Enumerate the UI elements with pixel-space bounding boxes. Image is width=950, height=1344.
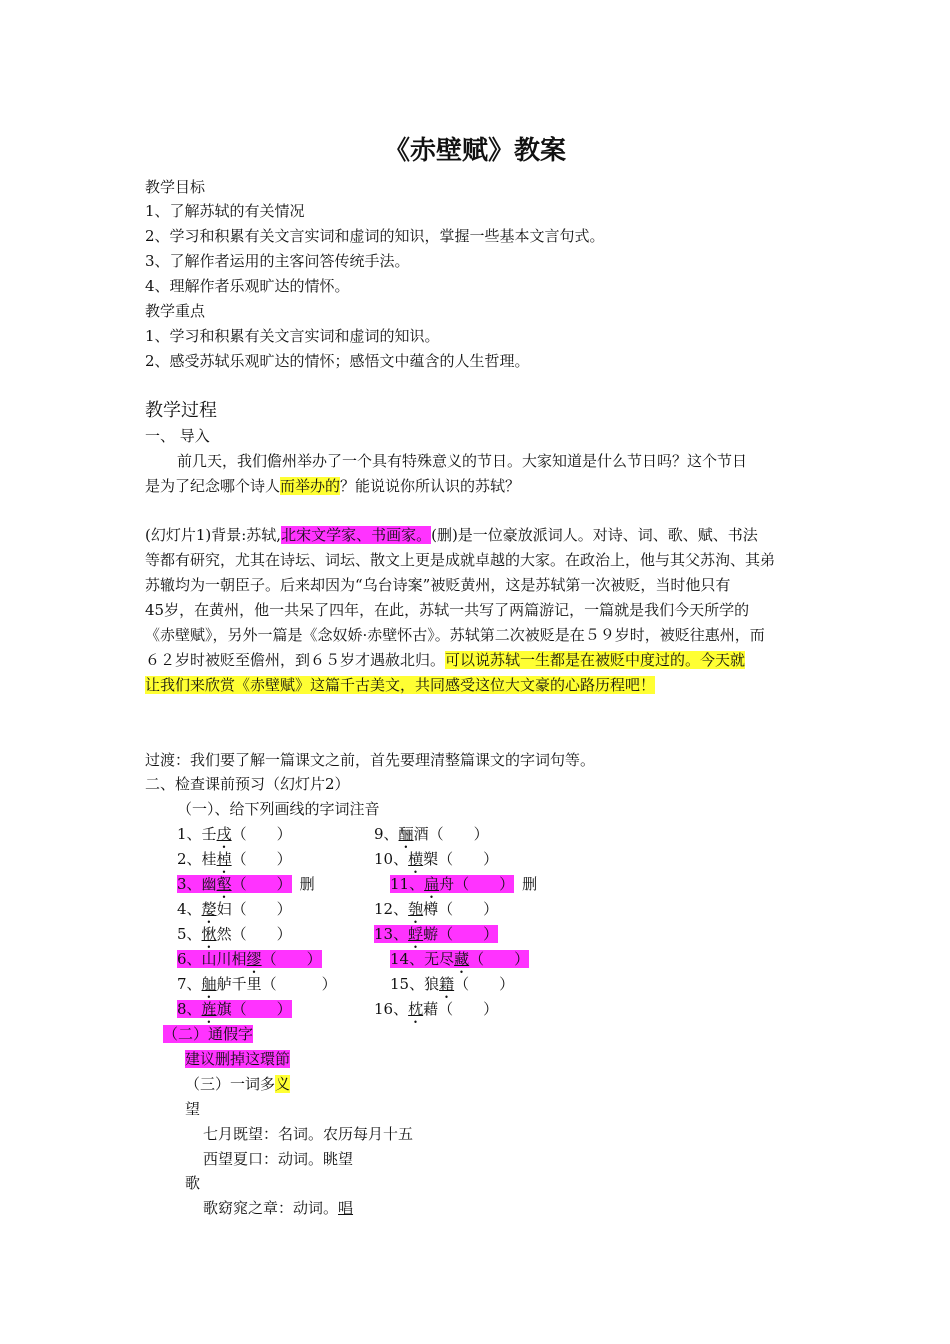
background-text: ６２岁时被贬至儋州，到６５岁才遇赦北归。 <box>145 651 446 669</box>
vocab-text: 8、 <box>177 1000 202 1018</box>
vocab-delete-note: 删 <box>299 875 315 893</box>
vocab-text: 5、 <box>177 925 202 943</box>
vocab-text: 桂 <box>201 850 217 868</box>
vocab-text: 10、 <box>374 850 409 868</box>
vocab-target-char: 戌 <box>216 825 232 843</box>
tongjiazi-heading <box>163 1024 253 1044</box>
vocab-item-body <box>390 975 514 993</box>
goals-heading: 教学目标 <box>145 178 206 196</box>
vocab-item <box>374 849 506 877</box>
vocab-text: 14、 <box>390 950 425 968</box>
vocab-text: （ ） <box>438 925 499 943</box>
background-line-1 <box>145 525 758 545</box>
vocab-item <box>390 874 537 902</box>
vocab-item <box>374 824 497 852</box>
vocab-item <box>177 824 300 852</box>
vocab-item <box>374 899 506 927</box>
intro-text: 是为了纪念哪个诗人 <box>145 477 281 495</box>
polysemy-word-1: 望 <box>185 1100 201 1118</box>
vocab-item-highlight <box>390 950 529 968</box>
vocab-text: 壬 <box>201 825 217 843</box>
vocab-target-char: 枕 <box>408 1000 424 1018</box>
vocab-text: （ ） <box>231 900 292 918</box>
vocab-item-highlight <box>177 950 322 968</box>
polysemy-definition-underlined: 唱 <box>338 1199 354 1217</box>
vocab-item <box>177 924 300 952</box>
vocab-item <box>177 874 315 902</box>
vocab-text: 13、 <box>374 925 409 943</box>
vocab-text: （ ） <box>438 900 499 918</box>
goal-item-3: 3、了解作者运用的主客问答传统手法。 <box>145 252 410 270</box>
preview-heading: 二、检查课前预习（幻灯片2） <box>145 775 350 793</box>
vocab-target-char: 壑 <box>216 875 232 893</box>
vocab-text: 16、 <box>374 1000 409 1018</box>
vocab-item <box>390 974 522 1002</box>
goal-item-4: 4、理解作者乐观旷达的情怀。 <box>145 277 350 295</box>
intro-paragraph-line-1: 前几天，我们儋州举办了一个具有特殊意义的节日。大家知道是什么节日吗？这个节日 <box>177 452 748 470</box>
vocab-item <box>374 924 506 952</box>
vocab-text: 幽 <box>201 875 217 893</box>
vocab-text: 4、 <box>177 900 202 918</box>
vocab-item-highlight <box>390 875 514 893</box>
vocab-text: 15、 <box>390 975 425 993</box>
vocab-text: （ ） <box>454 875 515 893</box>
delete-suggestion <box>185 1049 290 1069</box>
vocab-text: 山川相 <box>201 950 247 968</box>
intro-text-end: ？能说说你所认识的苏轼？ <box>340 477 521 495</box>
tongjiazi-highlight: （二）通假字 <box>163 1025 254 1043</box>
intro-heading: 一、 导入 <box>145 427 210 445</box>
vocab-item-highlight <box>374 925 498 943</box>
vocab-text: （ ） <box>428 825 489 843</box>
polysemy-definition <box>203 1198 353 1218</box>
intro-highlight: 而举办的 <box>280 477 341 495</box>
vocab-target-char: 缪 <box>246 950 262 968</box>
vocab-text: 酒 <box>413 825 429 843</box>
vocab-item <box>177 849 300 877</box>
phonetic-subheading: （一）、给下列画线的字词注音 <box>177 800 380 818</box>
vocab-item <box>390 949 537 977</box>
vocab-delete-note: 删 <box>522 875 538 893</box>
vocab-text: （ ） <box>231 825 292 843</box>
vocab-text: 狼 <box>424 975 440 993</box>
vocab-item-body <box>177 975 337 993</box>
vocab-item-highlight <box>177 875 292 893</box>
vocab-item-highlight <box>177 1000 292 1018</box>
vocab-text: 樽 <box>423 900 439 918</box>
background-highlight-deleted: 北宋文学家、书画家。 <box>281 526 432 544</box>
polysemy-heading-highlight: 义 <box>275 1075 291 1093</box>
vocab-text: （ ） <box>261 975 337 993</box>
vocab-text: （ ） <box>261 950 322 968</box>
vocab-text: 旗 <box>216 1000 232 1018</box>
background-line-4: 45岁，在黄州，他一共呆了四年，在此，苏轼一共写了两篇游记，一篇就是我们今天所学的 <box>145 601 750 619</box>
vocab-item-body <box>177 825 292 843</box>
vocab-item-body <box>177 850 292 868</box>
vocab-item-body <box>177 925 292 943</box>
vocab-item-body <box>374 1000 498 1018</box>
background-text: (删)是一位豪放派词人。对诗、词、歌、赋、书法 <box>431 526 758 544</box>
goal-item-2: 2、学习和积累有关文言实词和虚词的知识，掌握一些基本文言句式。 <box>145 227 605 245</box>
vocab-text: （ ） <box>231 925 292 943</box>
vocab-item <box>374 999 506 1027</box>
vocab-item-body <box>374 850 498 868</box>
vocab-target-char: 棹 <box>216 850 232 868</box>
polysemy-heading <box>185 1074 290 1094</box>
vocab-item <box>177 999 300 1027</box>
vocab-text: 无尽 <box>424 950 455 968</box>
delete-suggestion-highlight: 建议删掉这環節 <box>185 1050 291 1068</box>
vocab-text: （ ） <box>231 875 292 893</box>
vocab-text: （ ） <box>231 850 292 868</box>
background-line-3: 苏辙均为一朝臣子。后来却因为“乌台诗案”被贬黄州，这是苏轼第一次被贬，当时他只有 <box>145 576 731 594</box>
vocab-target-char: 藏 <box>454 950 470 968</box>
vocab-text: 9、 <box>374 825 399 843</box>
vocab-target-char: 愀 <box>201 925 217 943</box>
keypoint-item-1: 1、学习和积累有关文言实词和虚词的知识。 <box>145 327 440 345</box>
vocab-text: 舻千里 <box>216 975 262 993</box>
vocab-text: 2、 <box>177 850 202 868</box>
background-highlight: 让我们来欣赏《赤壁赋》这篇千古美文，共同感受这位大文豪的心路历程吧！ <box>145 676 656 694</box>
vocab-text: （ ） <box>438 1000 499 1018</box>
background-line-5: 《赤壁赋》，另外一篇是《念奴娇·赤壁怀古》。苏轼第二次被贬是在５９岁时，被贬往惠州，而 <box>145 626 765 644</box>
goal-item-1: 1、了解苏轼的有关情况 <box>145 202 305 220</box>
vocab-text: 3、 <box>177 875 202 893</box>
background-line-7 <box>145 675 655 695</box>
polysemy-definition: 七月既望：名词。农历每月十五 <box>203 1125 414 1143</box>
process-heading: 教学过程 <box>145 400 217 421</box>
vocab-target-char: 旌 <box>201 1000 217 1018</box>
background-line-2: 等都有研究，尤其在诗坛、词坛、散文上更是成就卓越的大家。在政治上，他与其父苏洵、其弟 <box>145 551 776 569</box>
vocab-text: 蝣 <box>423 925 439 943</box>
intro-paragraph-line-2 <box>145 476 520 496</box>
polysemy-heading-text: （三）一词多 <box>185 1075 276 1093</box>
vocab-text: （ ） <box>438 850 499 868</box>
document-title: 《赤壁赋》教案 <box>383 136 566 166</box>
transition-text: 过渡：我们要了解一篇课文之前，首先要理清整篇课文的字词句等。 <box>145 751 596 769</box>
vocab-text: （ ） <box>469 950 530 968</box>
vocab-item-body <box>374 825 489 843</box>
vocab-target-char: 扁 <box>424 875 440 893</box>
keypoints-heading: 教学重点 <box>145 302 206 320</box>
vocab-text: 藉 <box>423 1000 439 1018</box>
vocab-item <box>177 949 330 977</box>
background-line-6 <box>145 650 745 670</box>
vocab-target-char: 横 <box>408 850 424 868</box>
vocab-target-char: 匏 <box>408 900 424 918</box>
vocab-target-char: 酾 <box>398 825 414 843</box>
vocab-text: （ ） <box>454 975 515 993</box>
vocab-text: 7、 <box>177 975 202 993</box>
vocab-item-body <box>374 900 498 918</box>
background-highlight: 可以说苏轼一生都是在被贬中度过的。今天就 <box>445 651 746 669</box>
vocab-text: 妇 <box>216 900 232 918</box>
background-text: (幻灯片1)背景:苏轼, <box>145 526 282 544</box>
vocab-text: 槊 <box>423 850 439 868</box>
vocab-target-char: 蜉 <box>408 925 424 943</box>
vocab-target-char: 籍 <box>439 975 455 993</box>
polysemy-definition-text: 歌窈窕之章：动词。 <box>203 1199 339 1217</box>
polysemy-definition: 西望夏口：动词。眺望 <box>203 1150 354 1168</box>
vocab-item <box>177 974 345 1002</box>
vocab-text: （ ） <box>231 1000 292 1018</box>
vocab-target-char: 舳 <box>201 975 217 993</box>
vocab-target-char: 嫠 <box>201 900 217 918</box>
keypoint-item-2: 2、感受苏轼乐观旷达的情怀；感悟文中蕴含的人生哲理。 <box>145 352 530 370</box>
vocab-text: 1、 <box>177 825 202 843</box>
vocab-item <box>177 899 300 927</box>
vocab-text: 舟 <box>439 875 455 893</box>
vocab-text: 然 <box>216 925 232 943</box>
polysemy-word-2: 歌 <box>185 1174 201 1192</box>
vocab-item-body <box>177 900 292 918</box>
vocab-text: 12、 <box>374 900 409 918</box>
vocab-text: 11、 <box>390 875 425 893</box>
vocab-text: 6、 <box>177 950 202 968</box>
